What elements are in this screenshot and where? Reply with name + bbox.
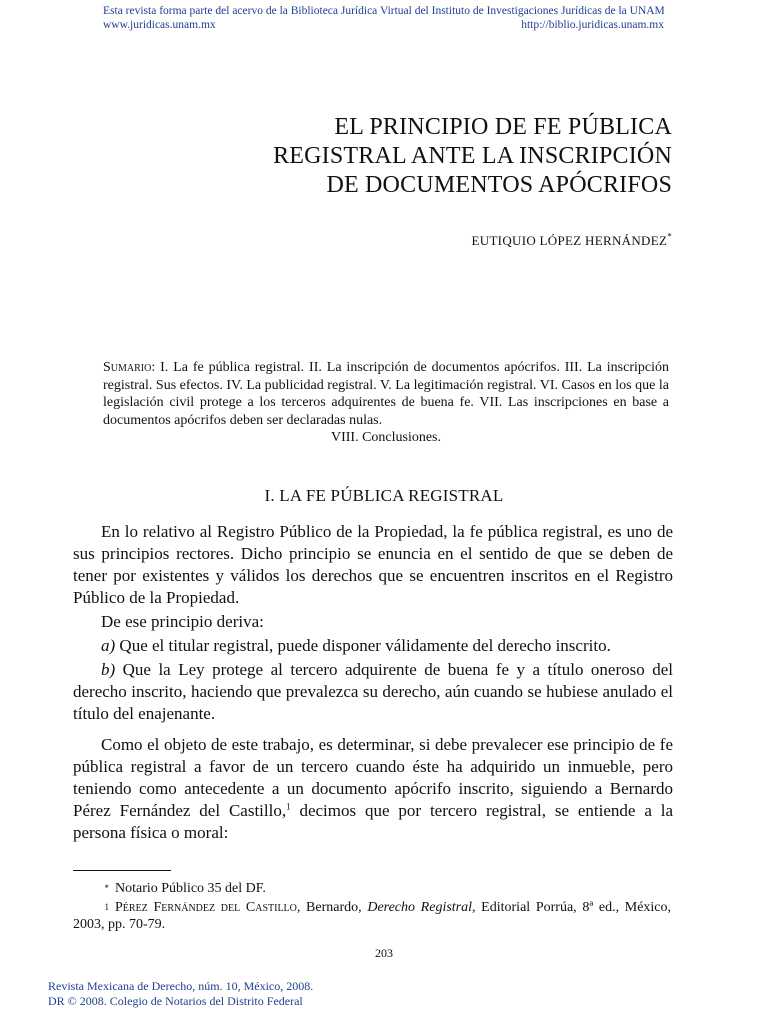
paragraph-3 [73,734,673,844]
summary-text: I. La fe pública registral. II. La inscripción de documentos apócrifos. III. La inscripción registral. Sus efectos. IV. La publicidad registral. V. La legitimación registral. VI. Casos en los que la legislación civil protege a los terceros adquirentes de buena fe. VII. Las inscripciones en base a documentos apócrifos deben ser declaradas nulas. [103,360,669,428]
article-author [472,233,672,249]
header-url-right[interactable]: http://biblio.juridicas.unam.mx [521,19,664,31]
article-title [112,113,672,200]
paragraph-3-end: decimos que por tercero registral, se entiende a la persona física o moral: [73,801,674,842]
footnote-separator [73,870,171,871]
list-item-a [73,635,673,657]
footnote-star-mark: * [104,883,109,893]
title-line-1: EL PRINCIPIO DE FE PÚBLICA [334,114,672,140]
footer-copyright: DR © 2008. Colegio de Notarios del Distrito Federal [48,994,303,1008]
paragraph-2: De ese principio deriva: [101,612,264,631]
footnote-1-rest: , Editorial Porrúa, 8ª ed., México, 2003, pp. 70-79. [73,900,672,932]
title-line-3: DE DOCUMENTOS APÓCRIFOS [326,172,672,198]
author-name: EUTIQUIO LÓPEZ HERNÁNDEZ [471,233,668,248]
article-body [73,521,673,844]
page-number: 203 [375,946,393,960]
list-item-b-label: b) [101,660,116,679]
footnote-star-text: Notario Público 35 del DF. [115,881,266,896]
footnote-1 [73,899,671,933]
footnote-1-mark: 1 [104,902,109,912]
summary-last-item: VIII. Conclusiones. [330,430,442,446]
footnote-1-given: , Bernardo, [296,900,368,915]
paragraph-1: En lo relativo al Registro Público de la Propiedad, la fe pública registral, es uno de sus principios rectores. Dicho principio se enuncia en el sentido de que se deben de tener por existentes y válidos los derechos que se encuentren inscritos en el Registro Público de la Propiedad. [73,522,673,607]
summary-label: Sumario: [103,360,156,375]
footnote-ref-1[interactable]: 1 [286,801,291,812]
header-url-left[interactable]: www.juridicas.unam.mx [103,19,216,31]
section-heading: I. LA FE PÚBLICA REGISTRAL [264,486,504,505]
list-item-b-text: Que la Ley protege al tercero adquirente de buena fe y a título oneroso del derecho inscrito, haciendo que prevalezca su derecho, aún cuando se hubiese anulado el título del enajenante. [73,660,673,723]
paragraph-3-start: Como el objeto de este trabajo, es determinar, si debe prevalecer ese principio de fe pública registral a favor de un tercero cuando éste ha adquirido un inmueble, pero teniendo como antecedente a un documento apócrifo inscrito, siguiendo a Bernardo Pérez Fernández del Castillo, [73,735,673,820]
list-item-b [73,659,673,725]
list-item-a-label: a) [101,636,116,655]
list-item-a-text: Que el titular registral, puede disponer válidamente del derecho inscrito. [115,636,611,655]
footnote-1-work: Derecho Registral [367,900,473,915]
title-line-2: REGISTRAL ANTE LA INSCRIPCIÓN [273,143,672,169]
footnote-1-author: Pérez Fernández del Castillo [115,900,297,915]
author-footnote-mark: * [667,231,672,242]
footnote-star [73,880,671,897]
article-summary [103,359,669,447]
footer-journal: Revista Mexicana de Derecho, núm. 10, México, 2008. [48,979,314,993]
repository-notice: Esta revista forma parte del acervo de la Biblioteca Jurídica Virtual del Instituto de Investigaciones Jurídicas de la UNAM [103,5,665,17]
